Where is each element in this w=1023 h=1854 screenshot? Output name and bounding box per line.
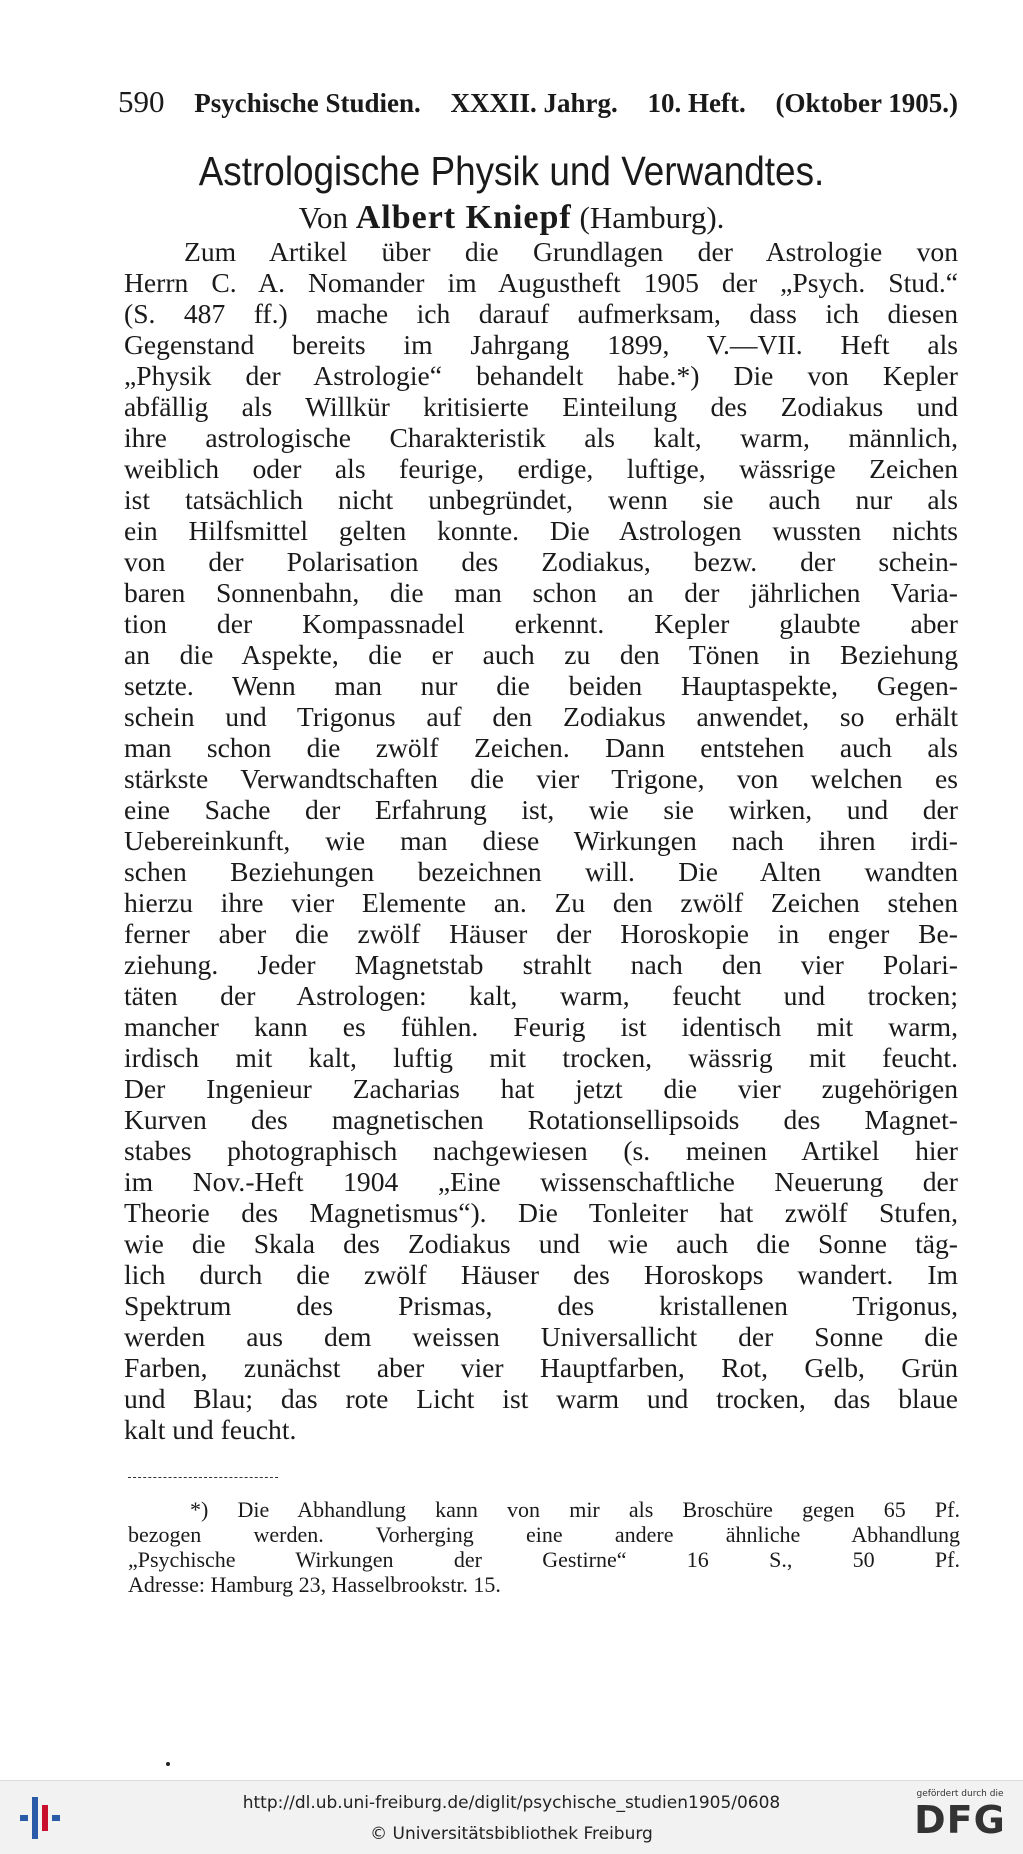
body-text-line: stärkste Verwandtschaften die vier Trigone, von welchen es <box>124 763 958 794</box>
article-title: Astrologische Physik und Verwandtes. <box>198 148 825 194</box>
running-head <box>118 84 958 120</box>
body-text-line: tion der Kompassnadel erkennt. Kepler glaubte aber <box>124 608 958 639</box>
body-text-line: ist tatsächlich nicht unbegründet, wenn sie auch nur als <box>124 484 958 515</box>
body-text-line: baren Sonnenbahn, die man schon an der jährlichen Varia- <box>124 577 958 608</box>
body-text-line: weiblich oder als feurige, erdige, luftige, wässrige Zeichen <box>124 453 958 484</box>
body-text-line: Herrn C. A. Nomander im Augustheft 1905 der „Psych. Stud.“ <box>124 267 958 298</box>
body-text-line: „Physik der Astrologie“ behandelt habe.*) Die von Kepler <box>124 360 958 391</box>
body-text-line: mancher kann es fühlen. Feurig ist identisch mit warm, <box>124 1011 958 1042</box>
body-text-line: Zum Artikel über die Grundlagen der Astrologie von <box>184 236 958 267</box>
issue: 10. Heft. <box>647 88 746 118</box>
byline-suffix: (Hamburg). <box>579 200 725 235</box>
footnote-line: „Psychische Wirkungen der Gestirne“ 16 S., 50 Pf. <box>128 1547 960 1572</box>
journal-name: Psychische Studien. <box>194 88 421 118</box>
viewer-footer <box>0 1780 1023 1854</box>
body-text-line: schen Beziehungen bezeichnen will. Die Alten wandten <box>124 856 958 887</box>
footnote-line: bezogen werden. Vorherging eine andere ähnliche Abhandlung <box>128 1522 960 1547</box>
body-text-line: stabes photographisch nachgewiesen (s. meinen Artikel hier <box>124 1135 958 1166</box>
body-text-line: Farben, zunächst aber vier Hauptfarben, Rot, Gelb, Grün <box>124 1352 958 1383</box>
body-text-line: kalt und feucht. <box>124 1414 297 1445</box>
permalink-url[interactable]: http://dl.ub.uni-freiburg.de/diglit/psychische_studien1905/0608 <box>242 1793 781 1813</box>
body-text-line: wie die Skala des Zodiakus und wie auch die Sonne täg- <box>124 1228 958 1259</box>
body-text-line: ihre astrologische Charakteristik als kalt, warm, männlich, <box>124 422 958 453</box>
page-number: 590 <box>118 84 165 119</box>
article-body <box>124 236 958 1445</box>
body-text-line: ziehung. Jeder Magnetstab strahlt nach den vier Polari- <box>124 949 958 980</box>
body-text-line: im Nov.-Heft 1904 „Eine wissenschaftliche Neuerung der <box>124 1166 958 1197</box>
byline <box>0 199 1023 237</box>
body-text-line: hierzu ihre vier Elemente an. Zu den zwölf Zeichen stehen <box>124 887 958 918</box>
body-text-line: Kurven des magnetischen Rotationsellipsoids des Magnet- <box>124 1104 958 1135</box>
body-text-line: täten der Astrologen: kalt, warm, feucht und trocken; <box>124 980 958 1011</box>
body-text-line: werden aus dem weissen Universallicht der Sonne die <box>124 1321 958 1352</box>
volume: XXXII. Jahrg. <box>450 88 618 118</box>
footnote-divider <box>128 1477 278 1478</box>
issue-date: (Oktober 1905.) <box>775 88 958 118</box>
body-text-line: Gegenstand bereits im Jahrgang 1899, V.—VII. Heft als <box>124 329 958 360</box>
body-text-line: Spektrum des Prismas, des kristallenen Trigonus, <box>124 1290 958 1321</box>
footnote-line: Adresse: Hamburg 23, Hasselbrookstr. 15. <box>128 1572 501 1597</box>
body-text-line: lich durch die zwölf Häuser des Horoskops wandert. Im <box>124 1259 958 1290</box>
body-text-line: irdisch mit kalt, luftig mit trocken, wässrig mit feucht. <box>124 1042 958 1073</box>
body-text-line: ein Hilfsmittel gelten konnte. Die Astrologen wussten nichts <box>124 515 958 546</box>
body-text-line: und Blau; das rote Licht ist warm und trocken, das blaue <box>124 1383 958 1414</box>
body-text-line: Der Ingenieur Zacharias hat jetzt die vier zugehörigen <box>124 1073 958 1104</box>
dfg-logo-icon <box>904 1789 1016 1849</box>
body-text-line: abfällig als Willkür kritisierte Einteilung des Zodiakus und <box>124 391 958 422</box>
byline-prefix: Von <box>298 200 348 235</box>
dfg-logo-text: DFG <box>914 1798 1006 1842</box>
body-text-line: an die Aspekte, die er auch zu den Tönen in Beziehung <box>124 639 958 670</box>
body-text-line: eine Sache der Erfahrung ist, wie sie wirken, und der <box>124 794 958 825</box>
body-text-line: Uebereinkunft, wie man diese Wirkungen nach ihren irdi- <box>124 825 958 856</box>
body-text-line: man schon die zwölf Zeichen. Dann entstehen auch als <box>124 732 958 763</box>
body-text-line: von der Polarisation des Zodiakus, bezw. der schein- <box>124 546 958 577</box>
body-text-line: ferner aber die zwölf Häuser der Horoskopie in enger Be- <box>124 918 958 949</box>
footnote-line: *) Die Abhandlung kann von mir als Broschüre gegen 65 Pf. <box>190 1497 960 1522</box>
body-text-line: setzte. Wenn man nur die beiden Hauptaspekte, Gegen- <box>124 670 958 701</box>
scan-speck <box>166 1762 170 1766</box>
body-text-line: Theorie des Magnetismus“). Die Tonleiter hat zwölf Stufen, <box>124 1197 958 1228</box>
footnote <box>128 1497 960 1597</box>
copyright-notice: © Universitätsbibliothek Freiburg <box>370 1824 653 1844</box>
body-text-line: schein und Trigonus auf den Zodiakus anwendet, so erhält <box>124 701 958 732</box>
author-name: Albert Kniepf <box>355 199 572 236</box>
body-text-line: (S. 487 ff.) mache ich darauf aufmerksam, dass ich diesen <box>124 298 958 329</box>
dfg-funding-label: gefördert durch die <box>916 1789 1004 1799</box>
